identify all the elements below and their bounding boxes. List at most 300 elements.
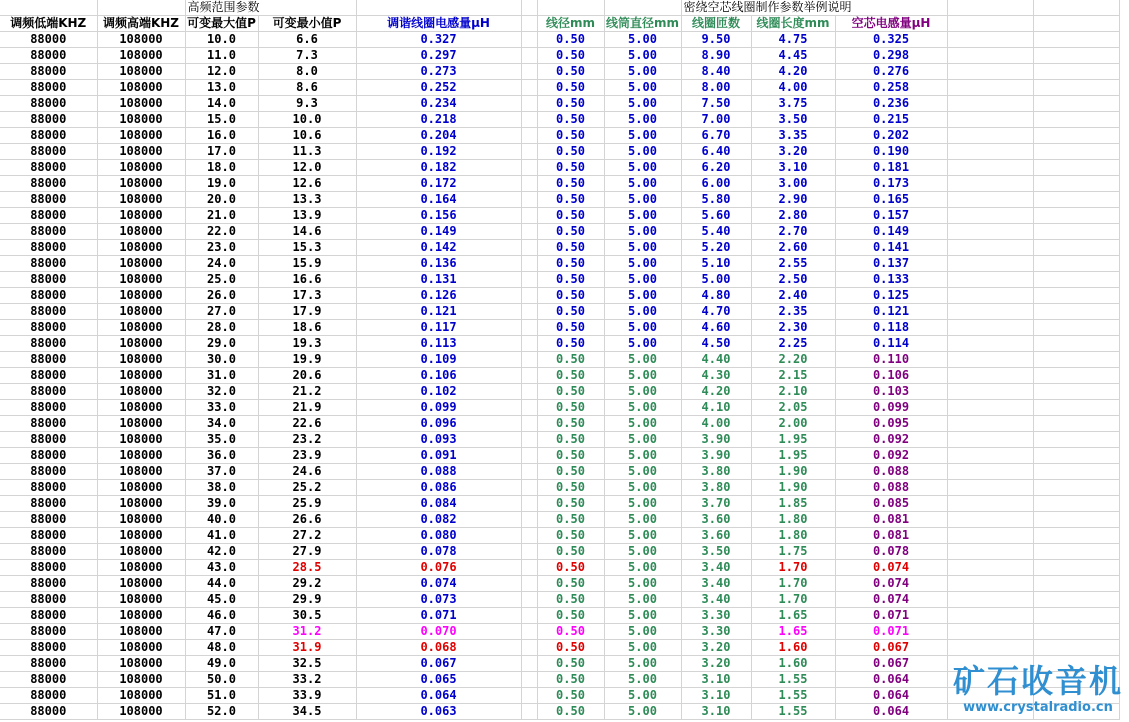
cell-cap-min[interactable]: 15.9 (258, 256, 356, 272)
cell[interactable] (521, 352, 537, 368)
cell-freq-high[interactable]: 108000 (97, 608, 185, 624)
cell-cap-min[interactable]: 22.6 (258, 416, 356, 432)
cell-aircore-inductance[interactable]: 0.173 (835, 176, 947, 192)
cell-aircore-inductance[interactable]: 0.110 (835, 352, 947, 368)
cell[interactable] (1033, 240, 1119, 256)
cell[interactable] (521, 480, 537, 496)
cell[interactable] (947, 256, 1033, 272)
cell-aircore-inductance[interactable]: 0.298 (835, 48, 947, 64)
cell-cap-max[interactable]: 33.0 (185, 400, 258, 416)
cell-aircore-inductance[interactable]: 0.074 (835, 560, 947, 576)
cell[interactable] (947, 288, 1033, 304)
cell-coil-length[interactable]: 3.10 (751, 160, 835, 176)
cell-freq-low[interactable]: 88000 (0, 96, 97, 112)
cell-cap-min[interactable]: 31.9 (258, 640, 356, 656)
cell-coil-length[interactable]: 1.55 (751, 688, 835, 704)
cell-turns[interactable]: 3.80 (681, 480, 751, 496)
cell[interactable] (521, 592, 537, 608)
cell-wire-dia[interactable]: 0.50 (537, 464, 604, 480)
cell-turns[interactable]: 6.40 (681, 144, 751, 160)
cell-former-dia[interactable]: 5.00 (604, 368, 681, 384)
cell-coil-length[interactable]: 1.95 (751, 448, 835, 464)
cell[interactable] (521, 32, 537, 48)
cell-tuning-inductance[interactable]: 0.091 (356, 448, 521, 464)
cell-cap-min[interactable]: 15.3 (258, 240, 356, 256)
cell-coil-length[interactable]: 2.10 (751, 384, 835, 400)
cell-coil-length[interactable]: 2.05 (751, 400, 835, 416)
cell-freq-high[interactable]: 108000 (97, 144, 185, 160)
cell[interactable] (947, 0, 1033, 16)
cell-former-dia[interactable]: 5.00 (604, 656, 681, 672)
cell-aircore-inductance[interactable]: 0.325 (835, 32, 947, 48)
cell-coil-length[interactable]: 1.55 (751, 672, 835, 688)
cell[interactable] (947, 272, 1033, 288)
cell-aircore-inductance[interactable]: 0.074 (835, 576, 947, 592)
cell[interactable] (521, 688, 537, 704)
cell-freq-low[interactable]: 88000 (0, 704, 97, 720)
cell-aircore-inductance[interactable]: 0.092 (835, 432, 947, 448)
cell-freq-high[interactable]: 108000 (97, 272, 185, 288)
cell-freq-low[interactable]: 88000 (0, 688, 97, 704)
cell-coil-length[interactable]: 1.95 (751, 432, 835, 448)
cell[interactable] (1033, 480, 1119, 496)
cell[interactable] (1033, 144, 1119, 160)
cell[interactable] (521, 576, 537, 592)
cell-freq-low[interactable]: 88000 (0, 528, 97, 544)
cell-tuning-inductance[interactable]: 0.131 (356, 272, 521, 288)
cell[interactable] (947, 112, 1033, 128)
cell-tuning-inductance[interactable]: 0.156 (356, 208, 521, 224)
cell-coil-length[interactable]: 1.80 (751, 512, 835, 528)
cell[interactable] (1033, 432, 1119, 448)
cell-cap-max[interactable]: 40.0 (185, 512, 258, 528)
cell-cap-max[interactable]: 28.0 (185, 320, 258, 336)
cell[interactable] (521, 192, 537, 208)
cell-tuning-inductance[interactable]: 0.099 (356, 400, 521, 416)
cell-aircore-inductance[interactable]: 0.081 (835, 528, 947, 544)
cell[interactable] (947, 48, 1033, 64)
cell[interactable] (521, 240, 537, 256)
cell[interactable] (947, 240, 1033, 256)
cell-cap-max[interactable]: 32.0 (185, 384, 258, 400)
cell[interactable] (1033, 512, 1119, 528)
cell[interactable] (604, 0, 681, 16)
cell-turns[interactable]: 5.10 (681, 256, 751, 272)
cell-former-dia[interactable]: 5.00 (604, 352, 681, 368)
cell-freq-low[interactable]: 88000 (0, 336, 97, 352)
cell-cap-min[interactable]: 6.6 (258, 32, 356, 48)
cell-cap-min[interactable]: 28.5 (258, 560, 356, 576)
cell-tuning-inductance[interactable]: 0.252 (356, 80, 521, 96)
cell-wire-dia[interactable]: 0.50 (537, 608, 604, 624)
cell-coil-length[interactable]: 4.00 (751, 80, 835, 96)
cell-wire-dia[interactable]: 0.50 (537, 704, 604, 720)
cell-tuning-inductance[interactable]: 0.113 (356, 336, 521, 352)
cell-aircore-inductance[interactable]: 0.190 (835, 144, 947, 160)
cell-coil-length[interactable]: 1.55 (751, 704, 835, 720)
cell-aircore-inductance[interactable]: 0.137 (835, 256, 947, 272)
header-freq-high[interactable]: 调频高端KHZ (97, 16, 185, 32)
cell-freq-high[interactable]: 108000 (97, 400, 185, 416)
cell-wire-dia[interactable]: 0.50 (537, 48, 604, 64)
cell-aircore-inductance[interactable]: 0.088 (835, 480, 947, 496)
cell-former-dia[interactable]: 5.00 (604, 336, 681, 352)
cell-cap-min[interactable]: 30.5 (258, 608, 356, 624)
cell-freq-low[interactable]: 88000 (0, 48, 97, 64)
cell-aircore-inductance[interactable]: 0.276 (835, 64, 947, 80)
cell-cap-min[interactable]: 21.2 (258, 384, 356, 400)
cell-wire-dia[interactable]: 0.50 (537, 448, 604, 464)
cell-cap-max[interactable]: 15.0 (185, 112, 258, 128)
cell-cap-max[interactable]: 23.0 (185, 240, 258, 256)
cell-aircore-inductance[interactable]: 0.236 (835, 96, 947, 112)
cell-cap-max[interactable]: 20.0 (185, 192, 258, 208)
cell[interactable] (521, 160, 537, 176)
cell[interactable] (521, 560, 537, 576)
cell-cap-min[interactable]: 33.2 (258, 672, 356, 688)
cell[interactable] (947, 128, 1033, 144)
cell[interactable] (1033, 96, 1119, 112)
cell-coil-length[interactable]: 1.90 (751, 480, 835, 496)
cell[interactable] (1033, 368, 1119, 384)
cell-wire-dia[interactable]: 0.50 (537, 672, 604, 688)
cell-freq-low[interactable]: 88000 (0, 80, 97, 96)
cell-tuning-inductance[interactable]: 0.218 (356, 112, 521, 128)
cell-cap-max[interactable]: 52.0 (185, 704, 258, 720)
cell[interactable] (947, 16, 1033, 32)
cell-tuning-inductance[interactable]: 0.074 (356, 576, 521, 592)
cell-freq-high[interactable]: 108000 (97, 544, 185, 560)
cell[interactable] (947, 320, 1033, 336)
cell[interactable] (947, 512, 1033, 528)
cell-freq-low[interactable]: 88000 (0, 512, 97, 528)
cell-former-dia[interactable]: 5.00 (604, 464, 681, 480)
cell-wire-dia[interactable]: 0.50 (537, 256, 604, 272)
cell-cap-min[interactable]: 7.3 (258, 48, 356, 64)
cell-cap-max[interactable]: 38.0 (185, 480, 258, 496)
cell-wire-dia[interactable]: 0.50 (537, 304, 604, 320)
cell-turns[interactable]: 3.10 (681, 672, 751, 688)
cell-freq-high[interactable]: 108000 (97, 688, 185, 704)
cell-turns[interactable]: 4.10 (681, 400, 751, 416)
cell-coil-length[interactable]: 2.50 (751, 272, 835, 288)
cell-cap-max[interactable]: 26.0 (185, 288, 258, 304)
cell-cap-max[interactable]: 41.0 (185, 528, 258, 544)
cell[interactable] (947, 464, 1033, 480)
cell[interactable] (521, 704, 537, 720)
cell-turns[interactable]: 5.00 (681, 272, 751, 288)
cell-tuning-inductance[interactable]: 0.126 (356, 288, 521, 304)
cell[interactable] (947, 480, 1033, 496)
cell-tuning-inductance[interactable]: 0.106 (356, 368, 521, 384)
cell-cap-max[interactable]: 46.0 (185, 608, 258, 624)
cell-wire-dia[interactable]: 0.50 (537, 96, 604, 112)
cell[interactable] (1033, 544, 1119, 560)
cell-coil-length[interactable]: 2.25 (751, 336, 835, 352)
cell-freq-high[interactable]: 108000 (97, 352, 185, 368)
cell-coil-length[interactable]: 2.00 (751, 416, 835, 432)
cell-former-dia[interactable]: 5.00 (604, 624, 681, 640)
cell-tuning-inductance[interactable]: 0.273 (356, 64, 521, 80)
cell[interactable] (521, 656, 537, 672)
cell-coil-length[interactable]: 2.90 (751, 192, 835, 208)
cell[interactable] (521, 384, 537, 400)
cell[interactable] (356, 0, 521, 16)
cell-cap-max[interactable]: 39.0 (185, 496, 258, 512)
cell-turns[interactable]: 8.40 (681, 64, 751, 80)
cell-cap-max[interactable]: 10.0 (185, 32, 258, 48)
cell-former-dia[interactable]: 5.00 (604, 640, 681, 656)
cell-former-dia[interactable]: 5.00 (604, 592, 681, 608)
cell-wire-dia[interactable]: 0.50 (537, 688, 604, 704)
cell-coil-length[interactable]: 1.80 (751, 528, 835, 544)
cell-tuning-inductance[interactable]: 0.096 (356, 416, 521, 432)
cell-tuning-inductance[interactable]: 0.073 (356, 592, 521, 608)
cell-cap-min[interactable]: 21.9 (258, 400, 356, 416)
cell-wire-dia[interactable]: 0.50 (537, 496, 604, 512)
cell-freq-low[interactable]: 88000 (0, 176, 97, 192)
cell-freq-low[interactable]: 88000 (0, 400, 97, 416)
cell-aircore-inductance[interactable]: 0.078 (835, 544, 947, 560)
cell-tuning-inductance[interactable]: 0.117 (356, 320, 521, 336)
cell-turns[interactable]: 7.50 (681, 96, 751, 112)
cell[interactable] (1033, 160, 1119, 176)
cell-former-dia[interactable]: 5.00 (604, 48, 681, 64)
cell-freq-low[interactable]: 88000 (0, 240, 97, 256)
cell[interactable] (1033, 560, 1119, 576)
cell-turns[interactable]: 3.10 (681, 688, 751, 704)
cell[interactable] (521, 496, 537, 512)
cell[interactable] (1033, 496, 1119, 512)
cell[interactable] (521, 96, 537, 112)
cell[interactable] (521, 640, 537, 656)
cell[interactable] (521, 464, 537, 480)
cell-turns[interactable]: 3.40 (681, 592, 751, 608)
cell-tuning-inductance[interactable]: 0.164 (356, 192, 521, 208)
cell-former-dia[interactable]: 5.00 (604, 416, 681, 432)
cell-turns[interactable]: 6.20 (681, 160, 751, 176)
cell-former-dia[interactable]: 5.00 (604, 128, 681, 144)
cell-turns[interactable]: 4.20 (681, 384, 751, 400)
header-cap-max[interactable]: 可变最大值P (185, 16, 258, 32)
header-coil-length[interactable]: 线圈长度mm (751, 16, 835, 32)
cell-aircore-inductance[interactable]: 0.099 (835, 400, 947, 416)
cell-cap-max[interactable]: 12.0 (185, 64, 258, 80)
cell-tuning-inductance[interactable]: 0.093 (356, 432, 521, 448)
cell-freq-high[interactable]: 108000 (97, 640, 185, 656)
cell-freq-high[interactable]: 108000 (97, 256, 185, 272)
cell-coil-length[interactable]: 1.60 (751, 640, 835, 656)
cell-freq-high[interactable]: 108000 (97, 416, 185, 432)
cell-wire-dia[interactable]: 0.50 (537, 64, 604, 80)
cell-freq-low[interactable]: 88000 (0, 224, 97, 240)
cell-former-dia[interactable]: 5.00 (604, 576, 681, 592)
cell-freq-high[interactable]: 108000 (97, 512, 185, 528)
cell[interactable] (947, 448, 1033, 464)
cell-turns[interactable]: 3.30 (681, 624, 751, 640)
cell[interactable] (947, 224, 1033, 240)
cell-freq-high[interactable]: 108000 (97, 704, 185, 720)
cell-coil-length[interactable]: 3.50 (751, 112, 835, 128)
cell-cap-max[interactable]: 19.0 (185, 176, 258, 192)
cell-freq-high[interactable]: 108000 (97, 576, 185, 592)
cell[interactable] (521, 80, 537, 96)
cell-coil-length[interactable]: 3.35 (751, 128, 835, 144)
cell[interactable] (521, 112, 537, 128)
cell-freq-high[interactable]: 108000 (97, 128, 185, 144)
cell-cap-min[interactable]: 23.9 (258, 448, 356, 464)
cell[interactable] (947, 496, 1033, 512)
cell-former-dia[interactable]: 5.00 (604, 704, 681, 720)
cell-wire-dia[interactable]: 0.50 (537, 400, 604, 416)
cell-coil-length[interactable]: 4.75 (751, 32, 835, 48)
cell-cap-min[interactable]: 26.6 (258, 512, 356, 528)
cell-cap-max[interactable]: 42.0 (185, 544, 258, 560)
cell-cap-max[interactable]: 14.0 (185, 96, 258, 112)
cell-turns[interactable]: 7.00 (681, 112, 751, 128)
cell-coil-length[interactable]: 1.85 (751, 496, 835, 512)
cell[interactable] (1033, 608, 1119, 624)
cell-cap-min[interactable]: 13.3 (258, 192, 356, 208)
cell-tuning-inductance[interactable]: 0.080 (356, 528, 521, 544)
cell-freq-low[interactable]: 88000 (0, 272, 97, 288)
cell-freq-low[interactable]: 88000 (0, 208, 97, 224)
cell-freq-high[interactable]: 108000 (97, 208, 185, 224)
cell-cap-min[interactable]: 14.6 (258, 224, 356, 240)
cell-cap-min[interactable]: 34.5 (258, 704, 356, 720)
cell-former-dia[interactable]: 5.00 (604, 80, 681, 96)
cell-turns[interactable]: 6.00 (681, 176, 751, 192)
cell-wire-dia[interactable]: 0.50 (537, 112, 604, 128)
cell-freq-high[interactable]: 108000 (97, 240, 185, 256)
cell-cap-min[interactable]: 25.9 (258, 496, 356, 512)
header-former-dia[interactable]: 线筒直径mm (605, 16, 679, 30)
cell-turns[interactable]: 6.70 (681, 128, 751, 144)
cell-coil-length[interactable]: 1.70 (751, 560, 835, 576)
cell-aircore-inductance[interactable]: 0.114 (835, 336, 947, 352)
cell[interactable] (521, 256, 537, 272)
cell-freq-high[interactable]: 108000 (97, 672, 185, 688)
cell-aircore-inductance[interactable]: 0.106 (835, 368, 947, 384)
cell-freq-low[interactable]: 88000 (0, 32, 97, 48)
cell[interactable] (1033, 640, 1119, 656)
cell[interactable] (1033, 112, 1119, 128)
cell[interactable] (1033, 576, 1119, 592)
cell-coil-length[interactable]: 2.30 (751, 320, 835, 336)
cell-aircore-inductance[interactable]: 0.064 (835, 704, 947, 720)
cell[interactable] (1033, 288, 1119, 304)
cell-wire-dia[interactable]: 0.50 (537, 176, 604, 192)
cell[interactable] (947, 176, 1033, 192)
cell[interactable] (947, 304, 1033, 320)
cell[interactable] (1033, 64, 1119, 80)
cell-former-dia[interactable]: 5.00 (604, 672, 681, 688)
cell-wire-dia[interactable]: 0.50 (537, 224, 604, 240)
header-cap-min[interactable]: 可变最小值P (258, 16, 356, 32)
cell-freq-low[interactable]: 88000 (0, 608, 97, 624)
cell-wire-dia[interactable]: 0.50 (537, 144, 604, 160)
cell-freq-low[interactable]: 88000 (0, 256, 97, 272)
cell-tuning-inductance[interactable]: 0.082 (356, 512, 521, 528)
cell-tuning-inductance[interactable]: 0.327 (356, 32, 521, 48)
cell-cap-max[interactable]: 49.0 (185, 656, 258, 672)
cell-turns[interactable]: 4.60 (681, 320, 751, 336)
cell-cap-min[interactable]: 17.3 (258, 288, 356, 304)
cell[interactable] (521, 272, 537, 288)
cell-former-dia[interactable]: 5.00 (604, 288, 681, 304)
cell-tuning-inductance[interactable]: 0.076 (356, 560, 521, 576)
cell[interactable] (1033, 528, 1119, 544)
cell[interactable] (521, 528, 537, 544)
cell-coil-length[interactable]: 1.75 (751, 544, 835, 560)
cell[interactable] (947, 192, 1033, 208)
cell[interactable] (947, 80, 1033, 96)
cell-coil-length[interactable]: 1.65 (751, 608, 835, 624)
cell-freq-low[interactable]: 88000 (0, 384, 97, 400)
cell-coil-length[interactable]: 2.40 (751, 288, 835, 304)
cell-cap-min[interactable]: 27.2 (258, 528, 356, 544)
cell[interactable] (1033, 384, 1119, 400)
cell-former-dia[interactable]: 5.00 (604, 688, 681, 704)
cell[interactable] (521, 64, 537, 80)
cell[interactable] (521, 512, 537, 528)
cell-turns[interactable]: 3.40 (681, 560, 751, 576)
cell-freq-low[interactable]: 88000 (0, 192, 97, 208)
cell[interactable] (1033, 128, 1119, 144)
cell[interactable] (947, 352, 1033, 368)
section-title-right[interactable]: 密绕空芯线圈制作参数举例说明 (681, 0, 947, 16)
cell-tuning-inductance[interactable]: 0.084 (356, 496, 521, 512)
cell-former-dia[interactable]: 5.00 (604, 512, 681, 528)
cell[interactable] (947, 336, 1033, 352)
cell-wire-dia[interactable]: 0.50 (537, 384, 604, 400)
cell[interactable] (521, 336, 537, 352)
cell[interactable] (1033, 32, 1119, 48)
cell[interactable] (1033, 416, 1119, 432)
cell-cap-max[interactable]: 47.0 (185, 624, 258, 640)
cell-former-dia[interactable]: 5.00 (604, 112, 681, 128)
cell-former-dia[interactable]: 5.00 (604, 192, 681, 208)
cell-tuning-inductance[interactable]: 0.064 (356, 688, 521, 704)
cell-cap-min[interactable]: 19.3 (258, 336, 356, 352)
cell-cap-max[interactable]: 17.0 (185, 144, 258, 160)
cell-turns[interactable]: 3.20 (681, 656, 751, 672)
cell-freq-low[interactable]: 88000 (0, 352, 97, 368)
cell-cap-max[interactable]: 36.0 (185, 448, 258, 464)
cell[interactable] (1033, 224, 1119, 240)
cell-tuning-inductance[interactable]: 0.086 (356, 480, 521, 496)
cell-cap-max[interactable]: 30.0 (185, 352, 258, 368)
cell-former-dia[interactable]: 5.00 (604, 320, 681, 336)
cell-turns[interactable]: 3.60 (681, 512, 751, 528)
cell-freq-high[interactable]: 108000 (97, 64, 185, 80)
cell-aircore-inductance[interactable]: 0.074 (835, 592, 947, 608)
header-freq-low[interactable]: 调频低端KHZ (0, 16, 97, 32)
cell-aircore-inductance[interactable]: 0.103 (835, 384, 947, 400)
cell[interactable] (1033, 16, 1119, 32)
cell-cap-max[interactable]: 11.0 (185, 48, 258, 64)
cell-turns[interactable]: 3.40 (681, 576, 751, 592)
cell-coil-length[interactable]: 4.20 (751, 64, 835, 80)
header-aircore-inductance[interactable]: 空芯电感量μH (835, 16, 947, 32)
cell-freq-low[interactable]: 88000 (0, 560, 97, 576)
cell[interactable] (521, 432, 537, 448)
cell-cap-max[interactable]: 35.0 (185, 432, 258, 448)
cell[interactable] (521, 416, 537, 432)
cell[interactable] (947, 384, 1033, 400)
cell-former-dia[interactable]: 5.00 (604, 480, 681, 496)
cell-wire-dia[interactable]: 0.50 (537, 240, 604, 256)
